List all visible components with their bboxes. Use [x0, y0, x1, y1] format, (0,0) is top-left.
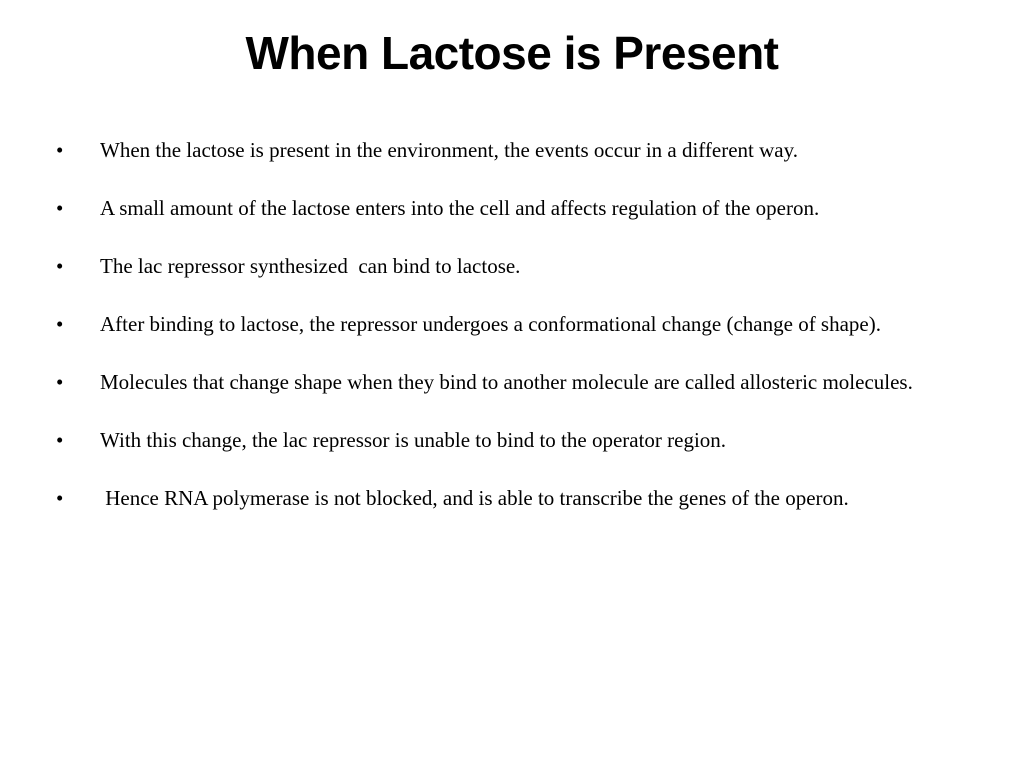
bullet-item: [56, 124, 963, 176]
bullet-item: [56, 414, 963, 466]
bullet-item: [56, 240, 963, 292]
bullet-icon: •: [56, 312, 64, 336]
bullet-list: [56, 124, 963, 530]
bullet-item: [56, 356, 963, 408]
bullet-icon: •: [56, 428, 64, 452]
slide-title: When Lactose is Present: [245, 27, 779, 79]
bullet-text: The lac repressor synthesized can bind to lactose.: [100, 254, 521, 278]
bullet-icon: •: [56, 138, 64, 162]
bullet-icon: •: [56, 254, 64, 278]
bullet-text: After binding to lactose, the repressor undergoes a conformational change (change of shape).: [100, 312, 881, 336]
bullet-icon: •: [56, 196, 64, 220]
bullet-text: Molecules that change shape when they bind to another molecule are called allosteric molecules.: [100, 370, 913, 394]
bullet-text: A small amount of the lactose enters into the cell and affects regulation of the operon.: [100, 196, 820, 220]
bullet-item: [56, 298, 963, 350]
bullet-icon: •: [56, 370, 64, 394]
bullet-text: Hence RNA polymerase is not blocked, and is able to transcribe the genes of the operon.: [100, 486, 849, 510]
bullet-item: [56, 472, 963, 524]
bullet-text: When the lactose is present in the environment, the events occur in a different way.: [100, 138, 799, 162]
bullet-item: [56, 182, 963, 234]
bullet-text: With this change, the lac repressor is unable to bind to the operator region.: [100, 428, 727, 452]
bullet-icon: •: [56, 486, 64, 510]
